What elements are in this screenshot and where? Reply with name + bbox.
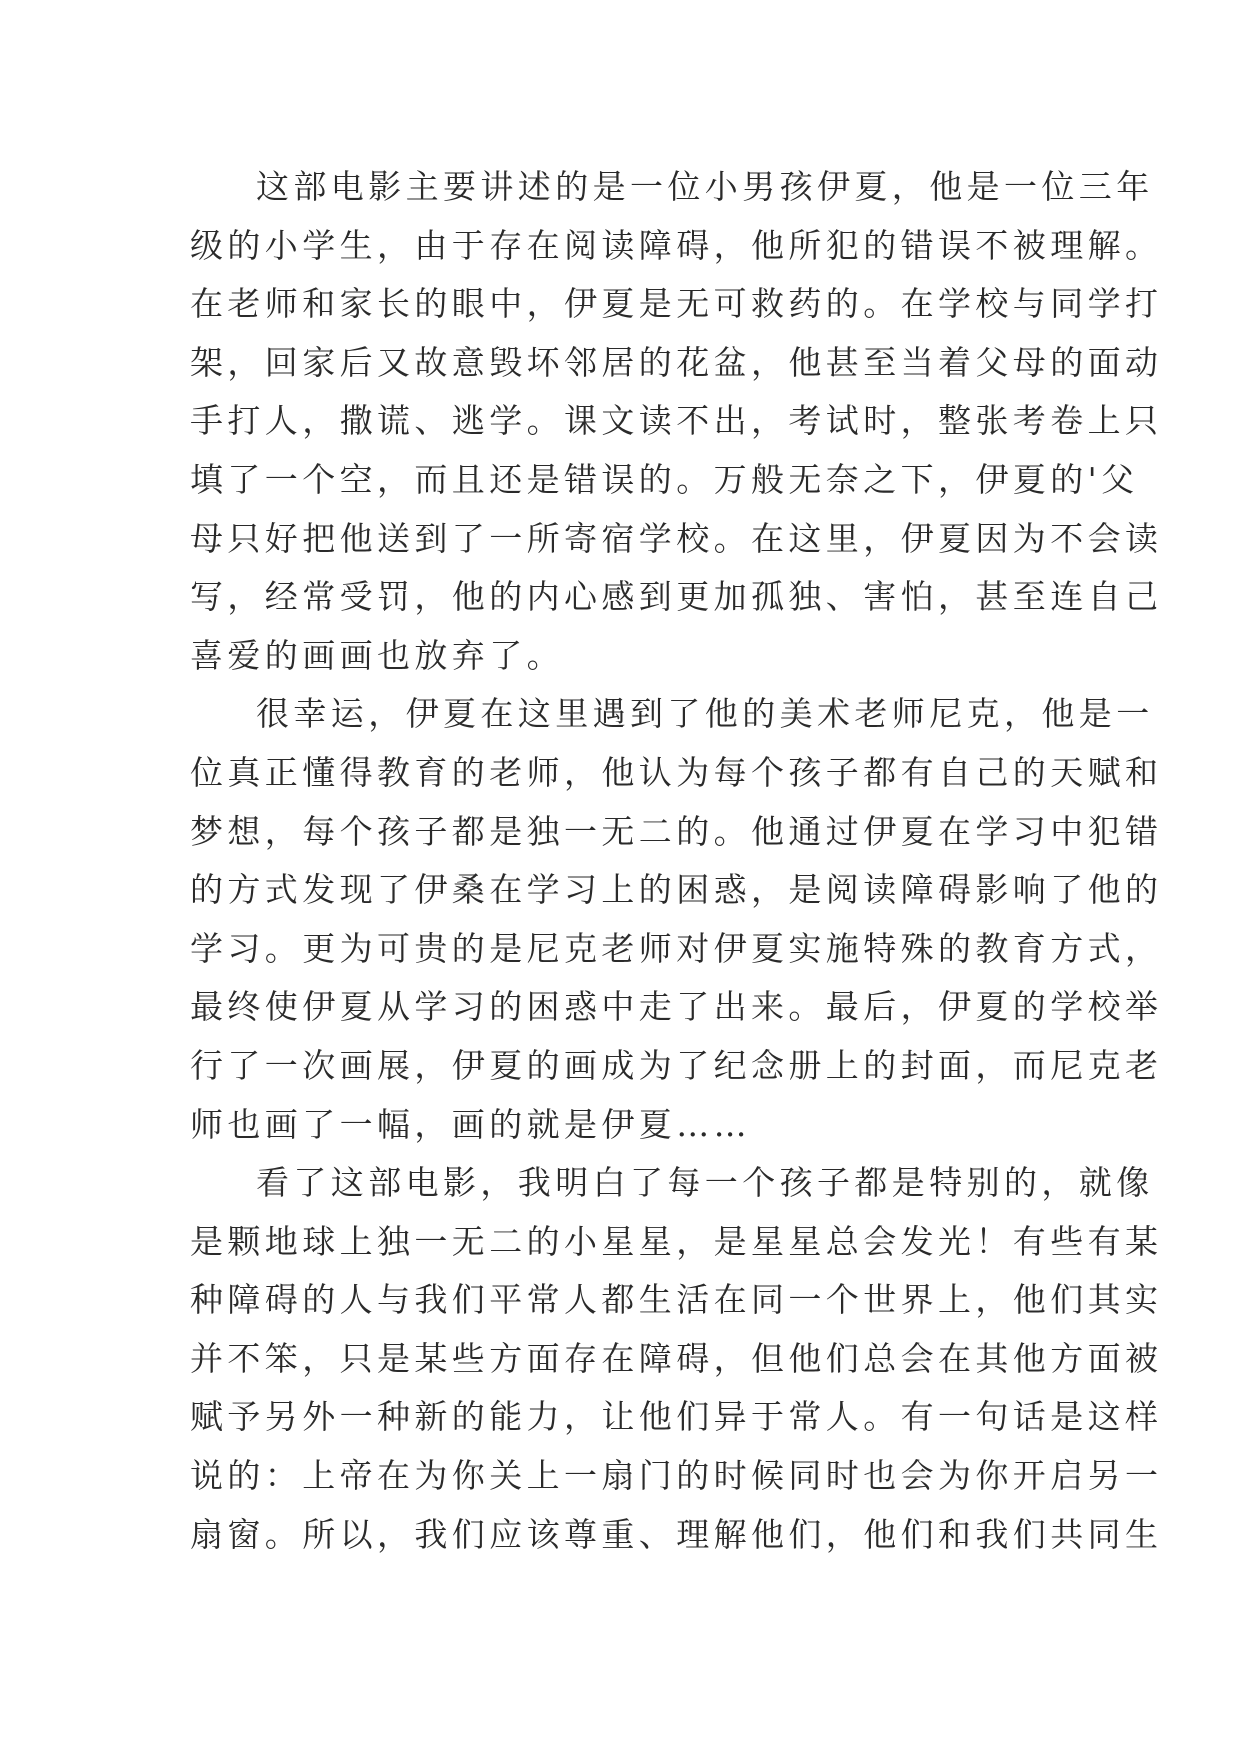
text-line: 级的小学生，由于存在阅读障碍，他所犯的错误不被理解。: [190, 225, 1163, 265]
text-line: 行了一次画展，伊夏的画成为了纪念册上的封面，而尼克老: [190, 1045, 1163, 1085]
text-line: 写，经常受罚，他的内心感到更加孤独、害怕，甚至连自己: [190, 577, 1163, 617]
text-line: 说的：上帝在为你关上一扇门的时候同时也会为你开启另一: [190, 1456, 1163, 1496]
text-line: 梦想，每个孩子都是独一无二的。他通过伊夏在学习中犯错: [190, 811, 1163, 851]
document-body: [190, 158, 1163, 1564]
paragraph-1: [190, 158, 1163, 685]
text-line: 师也画了一幅，画的就是伊夏……: [190, 1104, 751, 1144]
text-line: 扇窗。所以，我们应该尊重、理解他们，他们和我们共同生: [190, 1514, 1163, 1554]
text-line: 并不笨，只是某些方面存在障碍，但他们总会在其他方面被: [190, 1338, 1163, 1378]
text-line: 位真正懂得教育的老师，他认为每个孩子都有自己的天赋和: [190, 752, 1163, 792]
text-line: 赋予另外一种新的能力，让他们异于常人。有一句话是这样: [190, 1397, 1163, 1437]
text-line: 很幸运，伊夏在这里遇到了他的美术老师尼克，他是一: [256, 694, 1154, 734]
text-line: 这部电影主要讲述的是一位小男孩伊夏，他是一位三年: [256, 167, 1154, 206]
text-line: 在老师和家长的眼中，伊夏是无可救药的。在学校与同学打: [190, 284, 1163, 324]
text-line: 的方式发现了伊桑在学习上的困惑，是阅读障碍影响了他的: [190, 870, 1163, 910]
text-line: 学习。更为可贵的是尼克老师对伊夏实施特殊的教育方式，: [190, 928, 1163, 968]
text-line: 喜爱的画画也放弃了。: [190, 635, 564, 675]
text-line: 是颗地球上独一无二的小星星，是星星总会发光！有些有某: [190, 1221, 1163, 1261]
text-line: 最终使伊夏从学习的困惑中走了出来。最后，伊夏的学校举: [190, 987, 1163, 1027]
text-line: 填了一个空，而且还是错误的。万般无奈之下，伊夏的'父: [190, 459, 1139, 499]
paragraph-2: [190, 685, 1163, 1154]
text-line: 手打人，撒谎、逃学。课文读不出，考试时，整张考卷上只: [190, 401, 1163, 441]
text-line: 看了这部电影，我明白了每一个孩子都是特别的，就像: [256, 1163, 1154, 1203]
text-line: 种障碍的人与我们平常人都生活在同一个世界上，他们其实: [190, 1280, 1163, 1320]
paragraph-3: [190, 1154, 1163, 1564]
text-line: 架，回家后又故意毁坏邻居的花盆，他甚至当着父母的面动: [190, 342, 1163, 382]
text-line: 母只好把他送到了一所寄宿学校。在这里，伊夏因为不会读: [190, 518, 1163, 558]
